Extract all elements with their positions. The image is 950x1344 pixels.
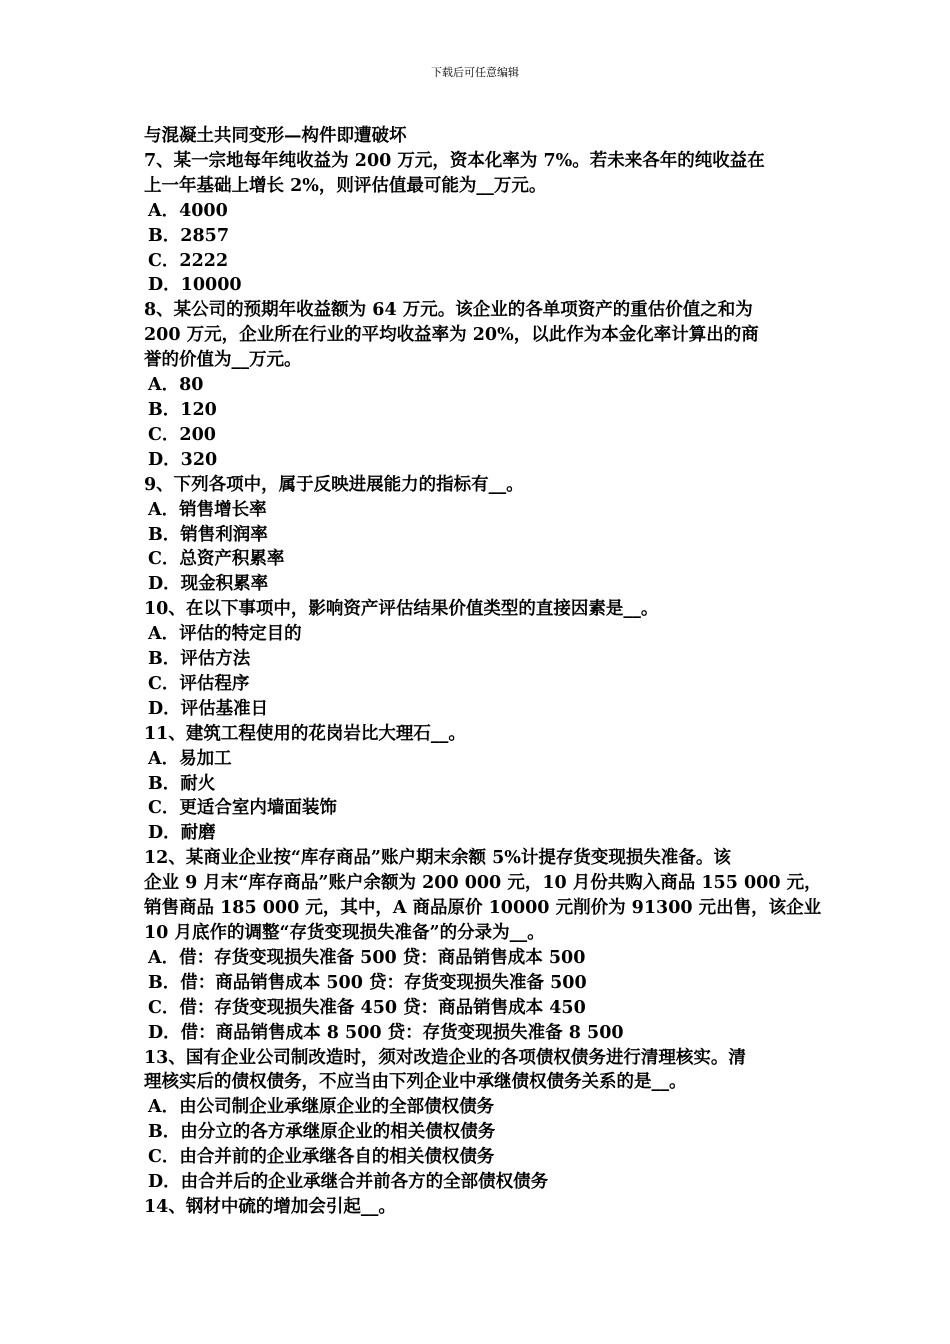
answer-option: D．现金积累率 xyxy=(148,574,269,595)
answer-option: B．耐火 xyxy=(148,773,216,794)
answer-option: D．耐磨 xyxy=(148,823,216,844)
question-text: 200 万元，企业所在行业的平均收益率为 20%，以此作为本金化率计算出的商 xyxy=(144,325,759,346)
answer-option: A．80 xyxy=(148,375,204,396)
answer-option: D．评估基准日 xyxy=(148,698,269,719)
body-text: 与混凝土共同变形—构件即遭破坏 xyxy=(144,126,407,146)
answer-option: D．借：商品销售成本 8 500 贷：存货变现损失准备 8 500 xyxy=(148,1022,624,1043)
answer-option: B．由分立的各方承继原企业的相关债权债务 xyxy=(148,1122,496,1143)
answer-option: D．320 xyxy=(148,449,218,470)
answer-option: B．销售利润率 xyxy=(148,524,268,545)
answer-option: A．销售增长率 xyxy=(148,499,267,520)
answer-option: B．评估方法 xyxy=(148,649,251,670)
answer-option: A．4000 xyxy=(148,200,228,221)
answer-option: D．10000 xyxy=(148,275,242,296)
answer-option: C．总资产积累率 xyxy=(148,549,285,570)
document-body xyxy=(144,124,824,1220)
question-text: 7、某一宗地每年纯收益为 200 万元，资本化率为 7%。若未来各年的纯收益在 xyxy=(144,150,765,171)
answer-option: C．更适合室内墙面装饰 xyxy=(148,798,337,819)
question-text: 誉的价值为__万元。 xyxy=(144,350,302,371)
answer-option: A．借：存货变现损失准备 500 贷：商品销售成本 500 xyxy=(148,947,586,968)
question-text: 8、某公司的预期年收益额为 64 万元。该企业的各单项资产的重估价值之和为 xyxy=(144,300,753,321)
question-text: 9、下列各项中，属于反映进展能力的指标有__。 xyxy=(144,474,524,495)
answer-option: B．2857 xyxy=(148,225,229,246)
answer-option: C．2222 xyxy=(148,250,229,271)
answer-option: C．借：存货变现损失准备 450 贷：商品销售成本 450 xyxy=(148,997,586,1018)
answer-option: D．由合并后的企业承继合并前各方的全部债权债务 xyxy=(148,1172,549,1193)
question-text: 11、建筑工程使用的花岗岩比大理石__。 xyxy=(144,723,466,744)
answer-option: A．评估的特定目的 xyxy=(148,624,302,645)
answer-option: C．评估程序 xyxy=(148,673,250,694)
answer-option: C．200 xyxy=(148,424,216,445)
question-text: 10、在以下事项中，影响资产评估结果价值类型的直接因素是__。 xyxy=(144,599,659,620)
question-text: 上一年基础上增长 2%，则评估值最可能为__万元。 xyxy=(144,175,547,196)
answer-option: A．易加工 xyxy=(148,748,232,769)
question-text: 12、某商业企业按“库存商品”账户期末余额 5%计提存货变现损失准备。该 xyxy=(144,848,731,869)
question-text: 销售商品 185 000 元，其中，A 商品原价 10000 元削价为 91300 元出售，该企业 xyxy=(144,898,822,919)
header-note: 下载后可任意编辑 xyxy=(431,66,519,79)
question-text: 理核实后的债权债务，不应当由下列企业中承继债权债务关系的是__。 xyxy=(144,1072,687,1093)
answer-option: C．由合并前的企业承继各自的相关债权债务 xyxy=(148,1147,495,1168)
question-text: 14、钢材中硫的增加会引起__。 xyxy=(144,1196,396,1217)
question-text: 企业 9 月末“库存商品”账户余额为 200 000 元，10 月份共购入商品 155 000 元， xyxy=(144,873,822,894)
answer-option: B．120 xyxy=(148,399,217,420)
answer-option: A．由公司制企业承继原企业的全部债权债务 xyxy=(148,1097,495,1118)
question-text: 10 月底作的调整“存货变现损失准备”的分录为__。 xyxy=(144,923,545,943)
answer-option: B．借：商品销售成本 500 贷：存货变现损失准备 500 xyxy=(148,972,587,993)
question-text: 13、国有企业公司制改造时，须对改造企业的各项债权债务进行清理核实。清 xyxy=(144,1047,746,1068)
